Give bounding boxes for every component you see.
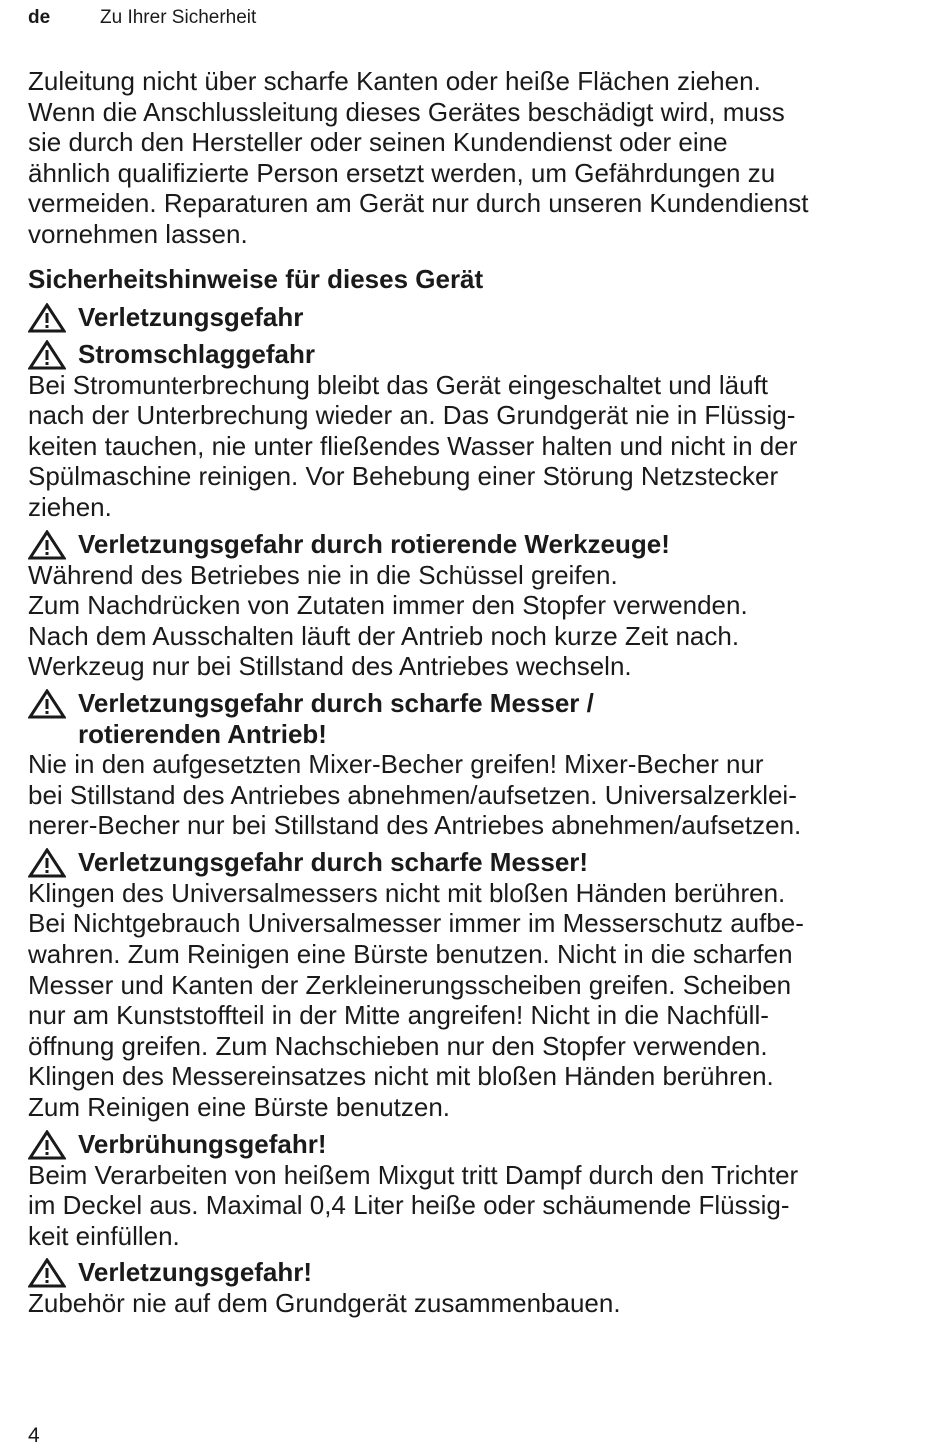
warning-triangle-icon [28, 530, 66, 560]
warning-body [28, 749, 946, 841]
text-line: vornehmen lassen. [28, 218, 248, 249]
text-line: Zum Reinigen eine Bürste benutzen. [28, 1092, 451, 1123]
warning-triangle-icon [28, 303, 66, 333]
warning-triangle-icon [28, 1258, 66, 1288]
text-line: Spülmaschine reinigen. Vor Behebung einer Störung Netzstecker [28, 461, 779, 492]
warning-heading [28, 1257, 946, 1288]
warning-title: Verletzungsgefahr! [78, 1257, 313, 1288]
page-header [28, 6, 256, 30]
warning-title: Verletzungsgefahr durch rotierende Werkzeuge! [78, 528, 670, 559]
warning-title: Verletzungsgefahr durch scharfe Messer! [78, 846, 589, 877]
text-line: Messer und Kanten der Zerkleinerungsscheiben greifen. Scheiben [28, 969, 792, 1000]
warning-title: Verbrühungsgefahr! [78, 1128, 327, 1159]
text-line: bei Stillstand des Antriebes abnehmen/aufsetzen. Universalzerklei- [28, 779, 797, 810]
text-line: Werkzeug nur bei Stillstand des Antriebes wechseln. [28, 651, 632, 682]
intro-paragraph [28, 66, 946, 250]
text-line: Nach dem Ausschalten läuft der Antrieb noch kurze Zeit nach. [28, 620, 740, 651]
warning-triangle-icon [28, 689, 66, 719]
text-line: keit einfüllen. [28, 1220, 180, 1251]
text-line: Während des Betriebes nie in die Schüssel greifen. [28, 559, 618, 590]
warning-body [28, 1160, 946, 1252]
page-number: 4 [28, 1424, 40, 1447]
text-line: Zuleitung nicht über scharfe Kanten oder heiße Flächen ziehen. [28, 66, 761, 96]
text-line: Zum Nachdrücken von Zutaten immer den Stopfer verwenden. [28, 590, 748, 621]
language-code: de [28, 7, 51, 28]
warning-heading [28, 847, 946, 878]
text-line: Klingen des Universalmessers nicht mit bloßen Händen berühren. [28, 877, 786, 908]
warning-body [28, 1288, 946, 1319]
warning-triangle-icon [28, 340, 66, 370]
warning-title: rotierenden Antrieb! [78, 718, 327, 749]
text-line: im Deckel aus. Maximal 0,4 Liter heiße oder schäumende Flüssig- [28, 1190, 790, 1221]
warning-body [28, 560, 946, 682]
document-body [28, 66, 946, 1319]
warning-body [28, 370, 946, 523]
text-line: keiten tauchen, nie unter fließendes Wasser halten und nicht in der [28, 430, 798, 461]
warning-heading [28, 529, 946, 560]
warning-triangle-icon [28, 848, 66, 878]
warning-heading [28, 1129, 946, 1160]
warning-title: Verletzungsgefahr durch scharfe Messer / [78, 687, 594, 718]
text-line: ziehen. [28, 491, 112, 522]
text-line: wahren. Zum Reinigen eine Bürste benutzen. Nicht in die scharfen [28, 939, 793, 970]
warning-triangle-icon [28, 1130, 66, 1160]
header-section-title: Zu Ihrer Sicherheit [100, 7, 257, 28]
text-line: Nie in den aufgesetzten Mixer-Becher greifen! Mixer-Becher nur [28, 749, 764, 780]
text-line: öffnung greifen. Zum Nachschieben nur den Stopfer verwenden. [28, 1030, 768, 1061]
text-line: Klingen des Messereinsatzes nicht mit bloßen Händen berühren. [28, 1061, 774, 1092]
text-line: Beim Verarbeiten von heißem Mixgut tritt Dampf durch den Trichter [28, 1159, 799, 1190]
text-line: nur am Kunststoffteil in der Mitte angreifen! Nicht in die Nachfüll- [28, 1000, 769, 1031]
warning-heading [28, 339, 946, 370]
text-line: Wenn die Anschlussleitung dieses Gerätes beschädigt wird, muss [28, 96, 785, 127]
warning-heading [28, 302, 946, 333]
warning-title: Stromschlaggefahr [78, 338, 315, 369]
text-line: ähnlich qualifizierte Person ersetzt werden, um Gefährdungen zu [28, 157, 776, 188]
section-title: Sicherheitshinweise für dieses Gerät [28, 263, 484, 294]
text-line: nerer-Becher nur bei Stillstand des Antriebes abnehmen/aufsetzen. [28, 810, 802, 841]
text-line: Zubehör nie auf dem Grundgerät zusammenbauen. [28, 1288, 621, 1319]
text-line: Bei Nichtgebrauch Universalmesser immer im Messerschutz aufbe- [28, 908, 804, 939]
text-line: Bei Stromunterbrechung bleibt das Gerät eingeschaltet und läuft [28, 369, 769, 400]
warning-body [28, 878, 946, 1123]
text-line: nach der Unterbrechung wieder an. Das Grundgerät nie in Flüssig- [28, 400, 796, 431]
text-line: sie durch den Hersteller oder seinen Kundendienst oder eine [28, 127, 728, 158]
text-line: vermeiden. Reparaturen am Gerät nur durch unseren Kundendienst [28, 188, 809, 219]
warning-title: Verletzungsgefahr [78, 301, 304, 332]
warning-heading [28, 688, 946, 749]
